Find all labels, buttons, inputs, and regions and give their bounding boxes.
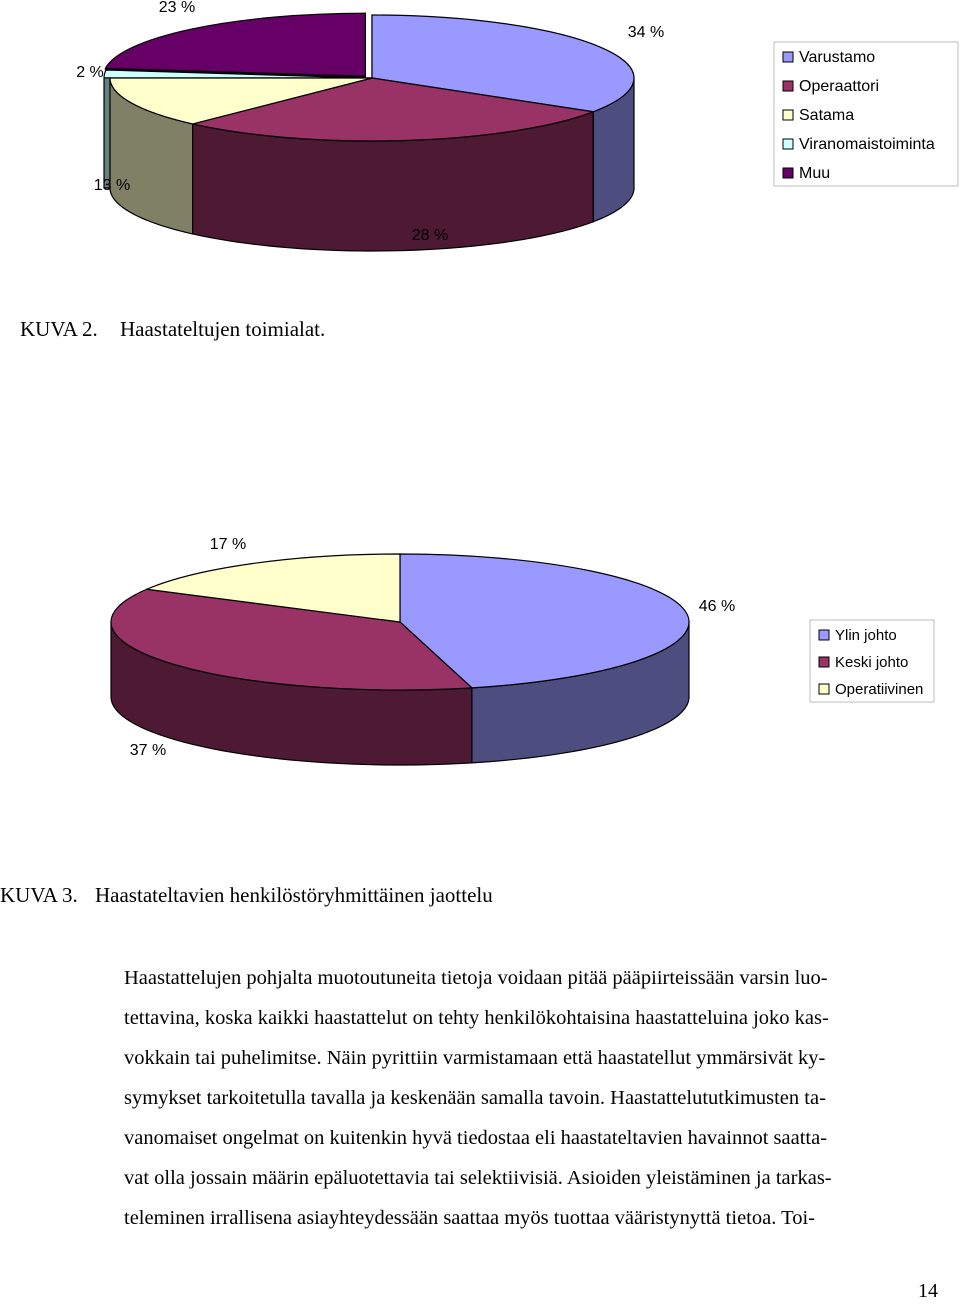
body-line: teleminen irrallisena asiayhteydessään saattaa myös tuottaa vääristynyttä tietoa. Toi- xyxy=(124,1207,815,1229)
legend-swatch-operatiivinen xyxy=(819,684,829,694)
body-line: vat olla jossain määrin epäluotettavia tai selektiivisiä. Asioiden yleistäminen ja tarkas- xyxy=(124,1167,832,1189)
legend-swatch-keski-johto xyxy=(819,657,829,667)
legend-entry-keski-johto: Keski johto xyxy=(835,654,909,671)
pie-chart-personnel-groups xyxy=(0,500,960,780)
data-label-operatiivinen: 17 % xyxy=(209,536,247,553)
legend-swatch-operaattori xyxy=(783,81,793,91)
legend-swatch-varustamo xyxy=(783,52,793,62)
data-label-satama: 13 % xyxy=(93,177,131,194)
data-label-keski-johto: 37 % xyxy=(129,742,167,759)
data-label-muu: 23 % xyxy=(158,0,196,16)
legend-entry-varustamo: Varustamo xyxy=(799,49,876,66)
body-line: vanomaiset ongelmat on kuitenkin hyvä tiedostaa eli haastateltavien havainnot saatta- xyxy=(124,1127,828,1149)
body-line: vokkain tai puhelimitse. Näin pyrittiin varmistamaan että haastatellut ymmärsivät ky- xyxy=(124,1047,826,1069)
legend-entry-operaattori: Operaattori xyxy=(799,78,880,95)
caption-number: KUVA 3. xyxy=(0,883,78,907)
figure-caption-kuva-2 xyxy=(20,317,325,342)
legend-swatch-viranomaistoiminta xyxy=(783,139,793,149)
legend-entry-satama: Satama xyxy=(799,107,855,124)
caption-text: Haastateltujen toimialat. xyxy=(120,317,326,341)
legend-entry-muu: Muu xyxy=(799,165,831,182)
legend-entry-ylin-johto: Ylin johto xyxy=(835,627,897,644)
legend-swatch-ylin-johto xyxy=(819,630,829,640)
legend-entry-viranomaistoiminta: Viranomaistoiminta xyxy=(799,136,935,153)
data-label-viranomaistoiminta: 2 % xyxy=(76,64,104,81)
data-label-varustamo: 34 % xyxy=(627,24,665,41)
body-line: symykset tarkoitetulla tavalla ja keskenään samalla tavoin. Haastattelututkimusten ta- xyxy=(124,1087,826,1109)
legend-entry-operatiivinen: Operatiivinen xyxy=(835,681,924,698)
body-paragraph xyxy=(124,958,924,1238)
pie-slice-muu xyxy=(105,13,365,76)
legend-swatch-muu xyxy=(783,168,793,178)
data-label-ylin-johto: 46 % xyxy=(698,598,736,615)
caption-number: KUVA 2. xyxy=(20,317,98,341)
body-line: tettavina, koska kaikki haastattelut on tehty henkilökohtaisina haastatteluina joko kas- xyxy=(124,1007,829,1029)
figure-caption-kuva-3 xyxy=(0,883,493,908)
data-label-operaattori: 28 % xyxy=(411,227,449,244)
legend-swatch-satama xyxy=(783,110,793,120)
body-line: Haastattelujen pohjalta muotoutuneita tietoja voidaan pitää pääpiirteissään varsin luo- xyxy=(124,967,828,989)
caption-text: Haastateltavien henkilöstöryhmittäinen jaottelu xyxy=(95,883,493,907)
page-number: 14 xyxy=(918,1280,938,1302)
pie-chart-industries xyxy=(0,0,960,260)
